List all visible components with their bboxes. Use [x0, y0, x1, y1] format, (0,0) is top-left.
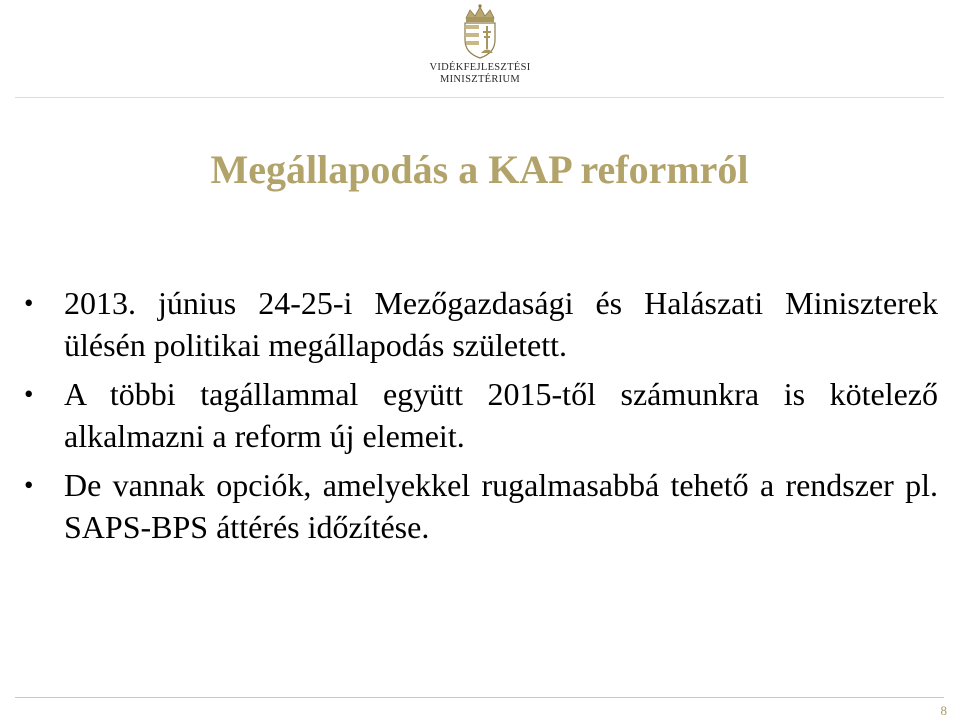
- bullet-text-2: A többi tagállammal együtt 2015-től számunkra is kötelező alkalmazni a reform új elemeit.: [64, 376, 938, 454]
- ministry-name-line1: VIDÉKFEJLESZTÉSI: [429, 62, 531, 73]
- bullet-text-3: De vannak opciók, amelyekkel rugalmasabbá tehető a rendszer pl. SAPS-BPS áttérés időzítése.: [64, 467, 938, 545]
- footer-divider: [15, 697, 944, 698]
- header-divider: [15, 97, 944, 98]
- bullet-item-3: [24, 464, 938, 548]
- bullet-marker: •: [24, 288, 34, 318]
- ministry-name-line2: MINISZTÉRIUM: [439, 74, 520, 85]
- bullet-list: [24, 282, 938, 555]
- page-number: 8: [940, 703, 947, 718]
- ministry-name: [428, 62, 532, 86]
- ministry-logo: [428, 4, 532, 92]
- bullet-marker: •: [24, 470, 34, 500]
- bullet-item-1: [24, 282, 938, 366]
- bullet-item-2: [24, 373, 938, 457]
- coat-of-arms-icon: [458, 4, 502, 60]
- bullet-marker: •: [24, 379, 34, 409]
- slide-title: Megállapodás a KAP reformról: [210, 147, 749, 192]
- bullet-text-1: 2013. június 24-25-i Mezőgazdasági és Halászati Miniszterek ülésén politikai megállapodás született.: [64, 285, 938, 363]
